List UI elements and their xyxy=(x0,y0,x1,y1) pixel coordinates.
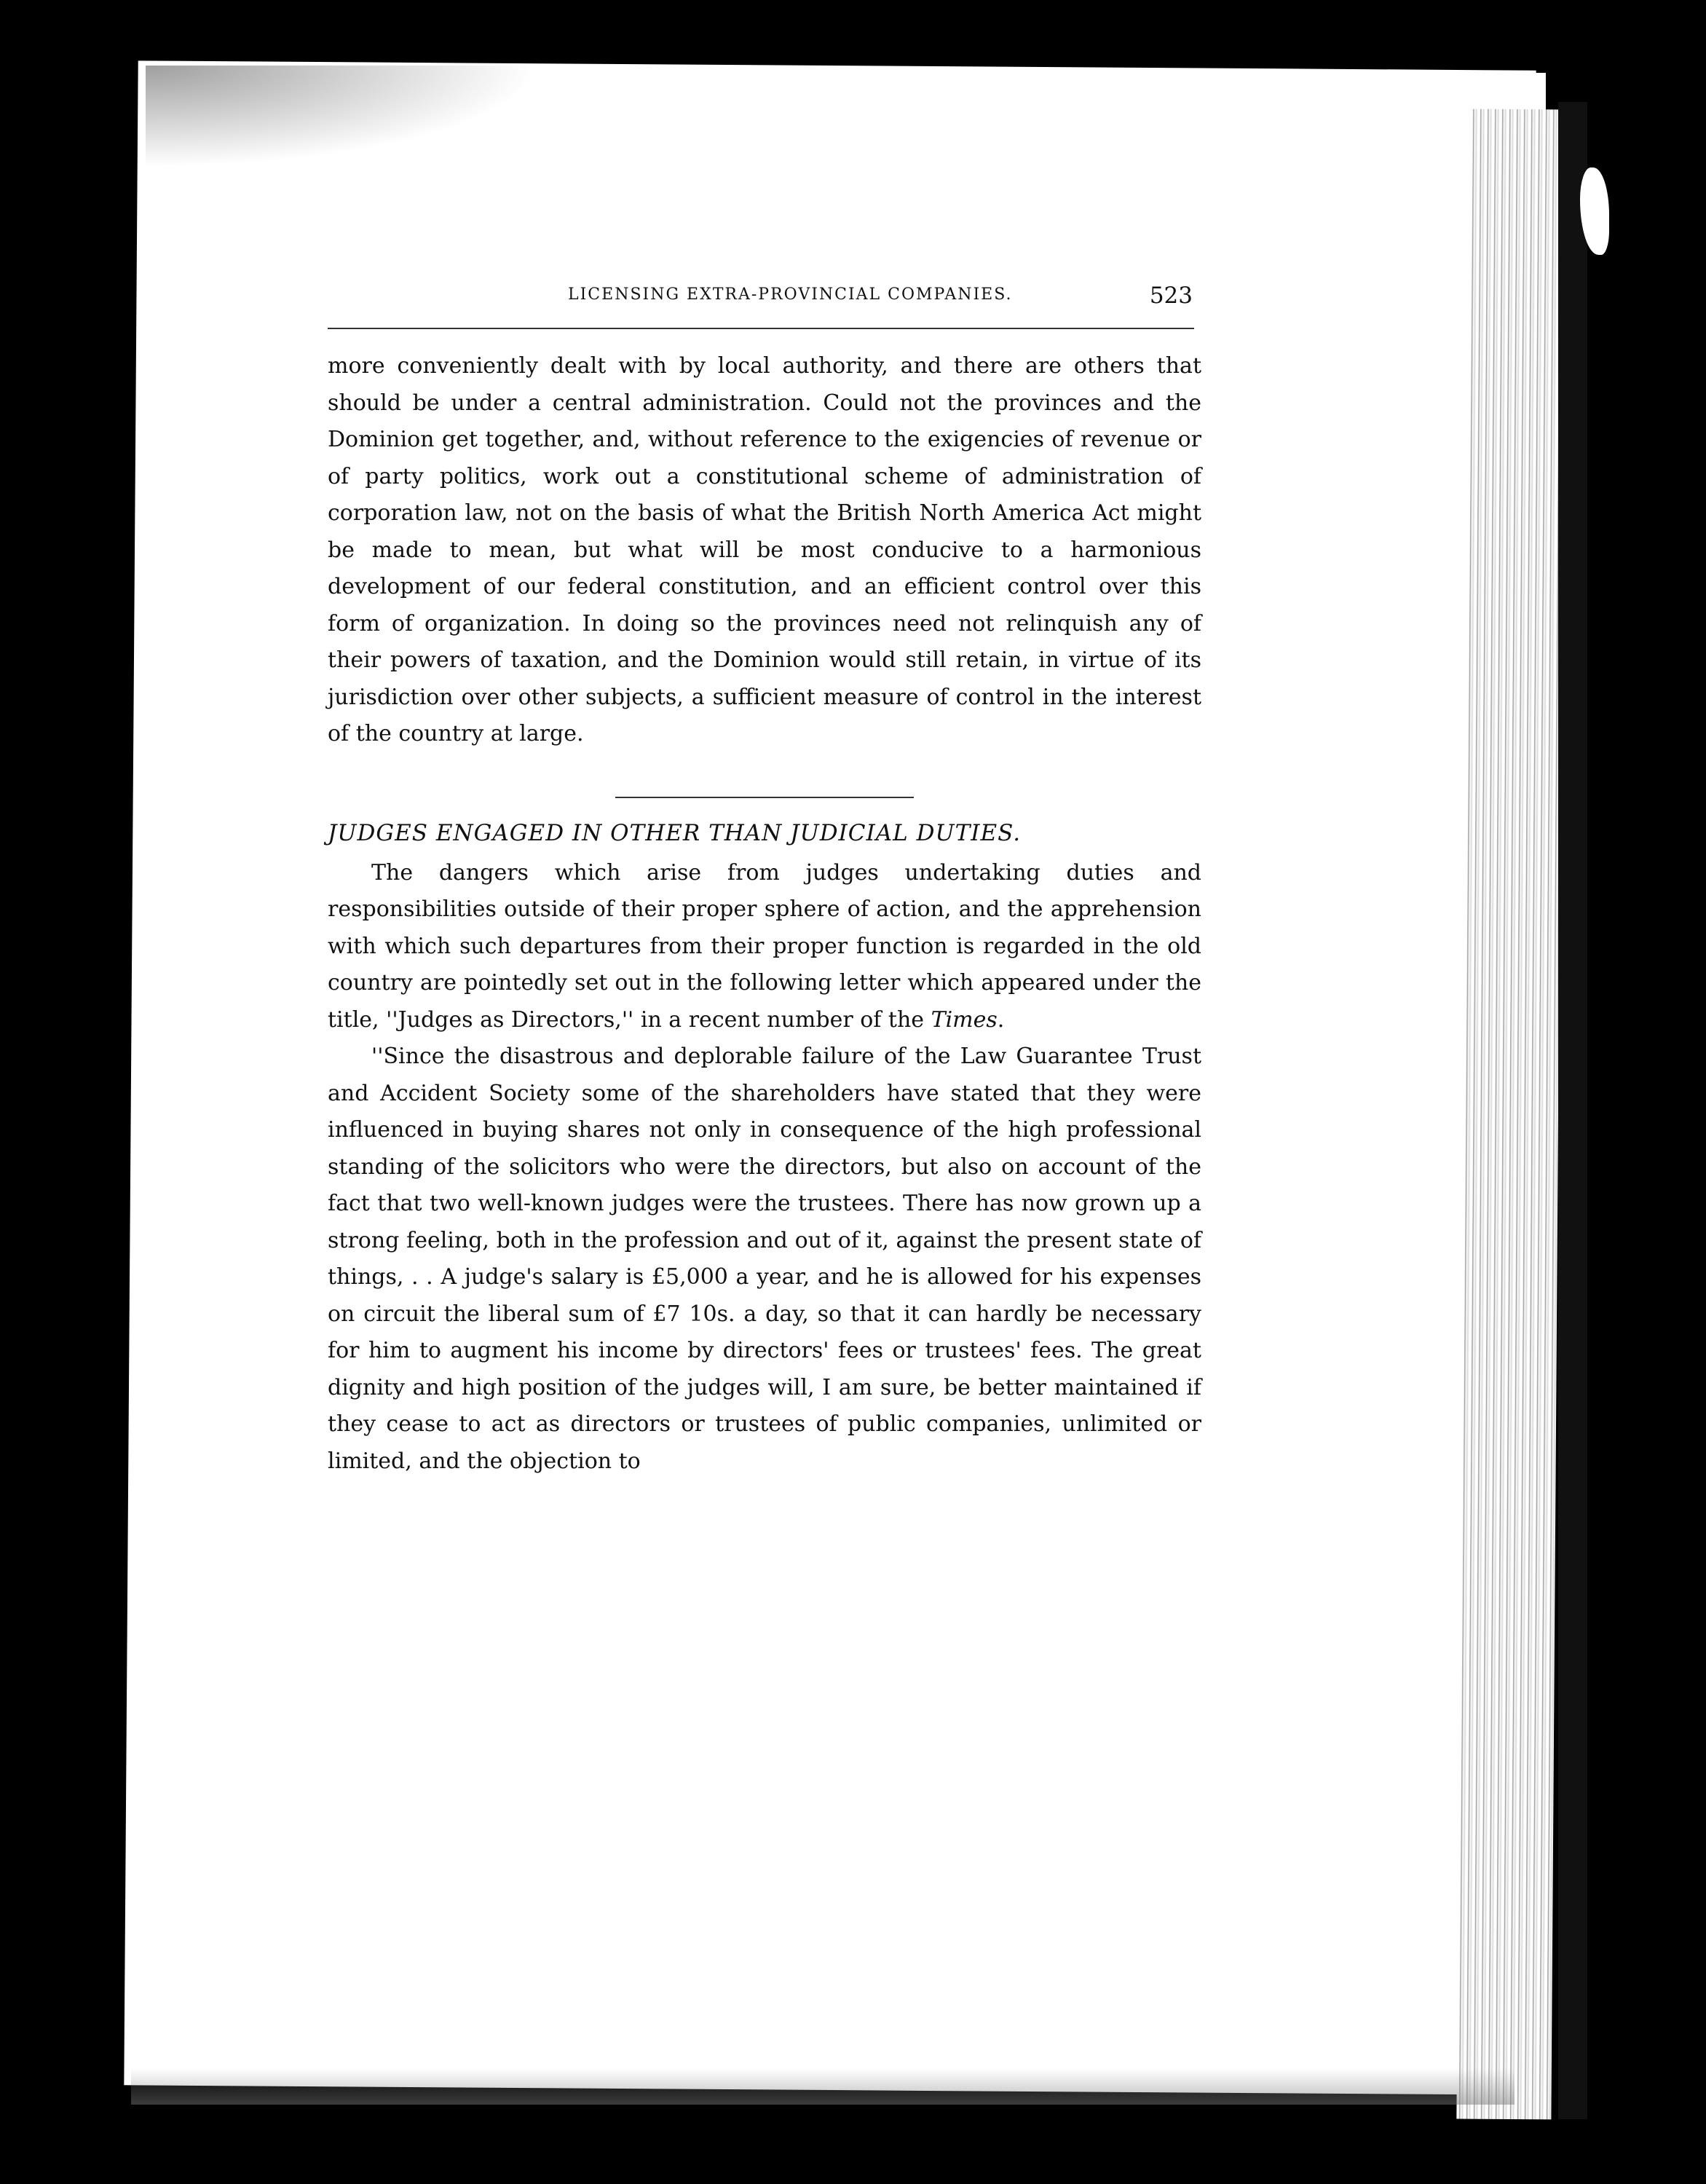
book-page-edges xyxy=(1456,109,1565,2120)
paragraph-2 xyxy=(328,855,1201,1039)
scan-noise-bottom xyxy=(131,2068,1515,2105)
page-number: 523 xyxy=(1149,283,1193,309)
paragraph-3: ''Since the disastrous and deplorable failure of the Law Guarantee Trust and Accident Society some of the shareholders have stated that they were influenced in buying shares not only in consequence of the high professional standing of the solicitors who were the directors, but also on account of the fact that two well-known judges were the trustees. There has now grown up a strong feeling, both in the profession and out of it, against the present state of things, . . A judge's salary is £5,000 a year, and he is allowed for his expenses on circuit the liberal sum of £7 10s. a day, so that it can hardly be necessary for him to augment his income by directors' fees or trustees' fees. The great dignity and high position of the judges will, I am sure, be better maintained if they cease to act as directors or trustees of public companies, unlimited or limited, and the objection to xyxy=(328,1044,1201,1474)
scan-border-left xyxy=(0,0,146,2184)
book-spine-shadow xyxy=(1558,102,1587,2119)
paragraph-1: more conveniently dealt with by local authority, and there are others that should be under a central administration. Could not the provinces and the Dominion get together, and, without reference to the exigencies of revenue or of party politics, work out a constitutional scheme of administration of corporation law, not on the basis of what the British North America Act might be made to mean, but what will be most conducive to a harmonious development of our federal constitution, and an efficient control over this form of organization. In doing so the provinces need not relinquish any of their powers of taxation, and the Dominion would still retain, in virtue of its jurisdiction over other subjects, a sufficient measure of control in the interest of the country at large. xyxy=(328,353,1201,746)
header-rule xyxy=(328,328,1194,329)
times-title: Times xyxy=(931,1006,998,1033)
page-content xyxy=(328,283,1201,1480)
scan-noise-top xyxy=(146,66,539,167)
paragraph-2-text: The dangers which arise from judges undertaking duties and responsibilities outside of their proper sphere of action, and the apprehension with which such departures from their proper function is regarded in the old country are pointedly set out in the following letter which appeared under the title, ''Judges as Directors,'' in a recent number of the xyxy=(328,859,1201,1033)
page-header xyxy=(328,283,1201,312)
running-head: LICENSING EXTRA-PROVINCIAL COMPANIES. xyxy=(568,285,1013,304)
section-separator xyxy=(615,797,914,798)
paragraph-2-end: . xyxy=(997,1006,1005,1033)
section-title: JUDGES ENGAGED IN OTHER THAN JUDICIAL DUTIES. xyxy=(328,819,1022,846)
